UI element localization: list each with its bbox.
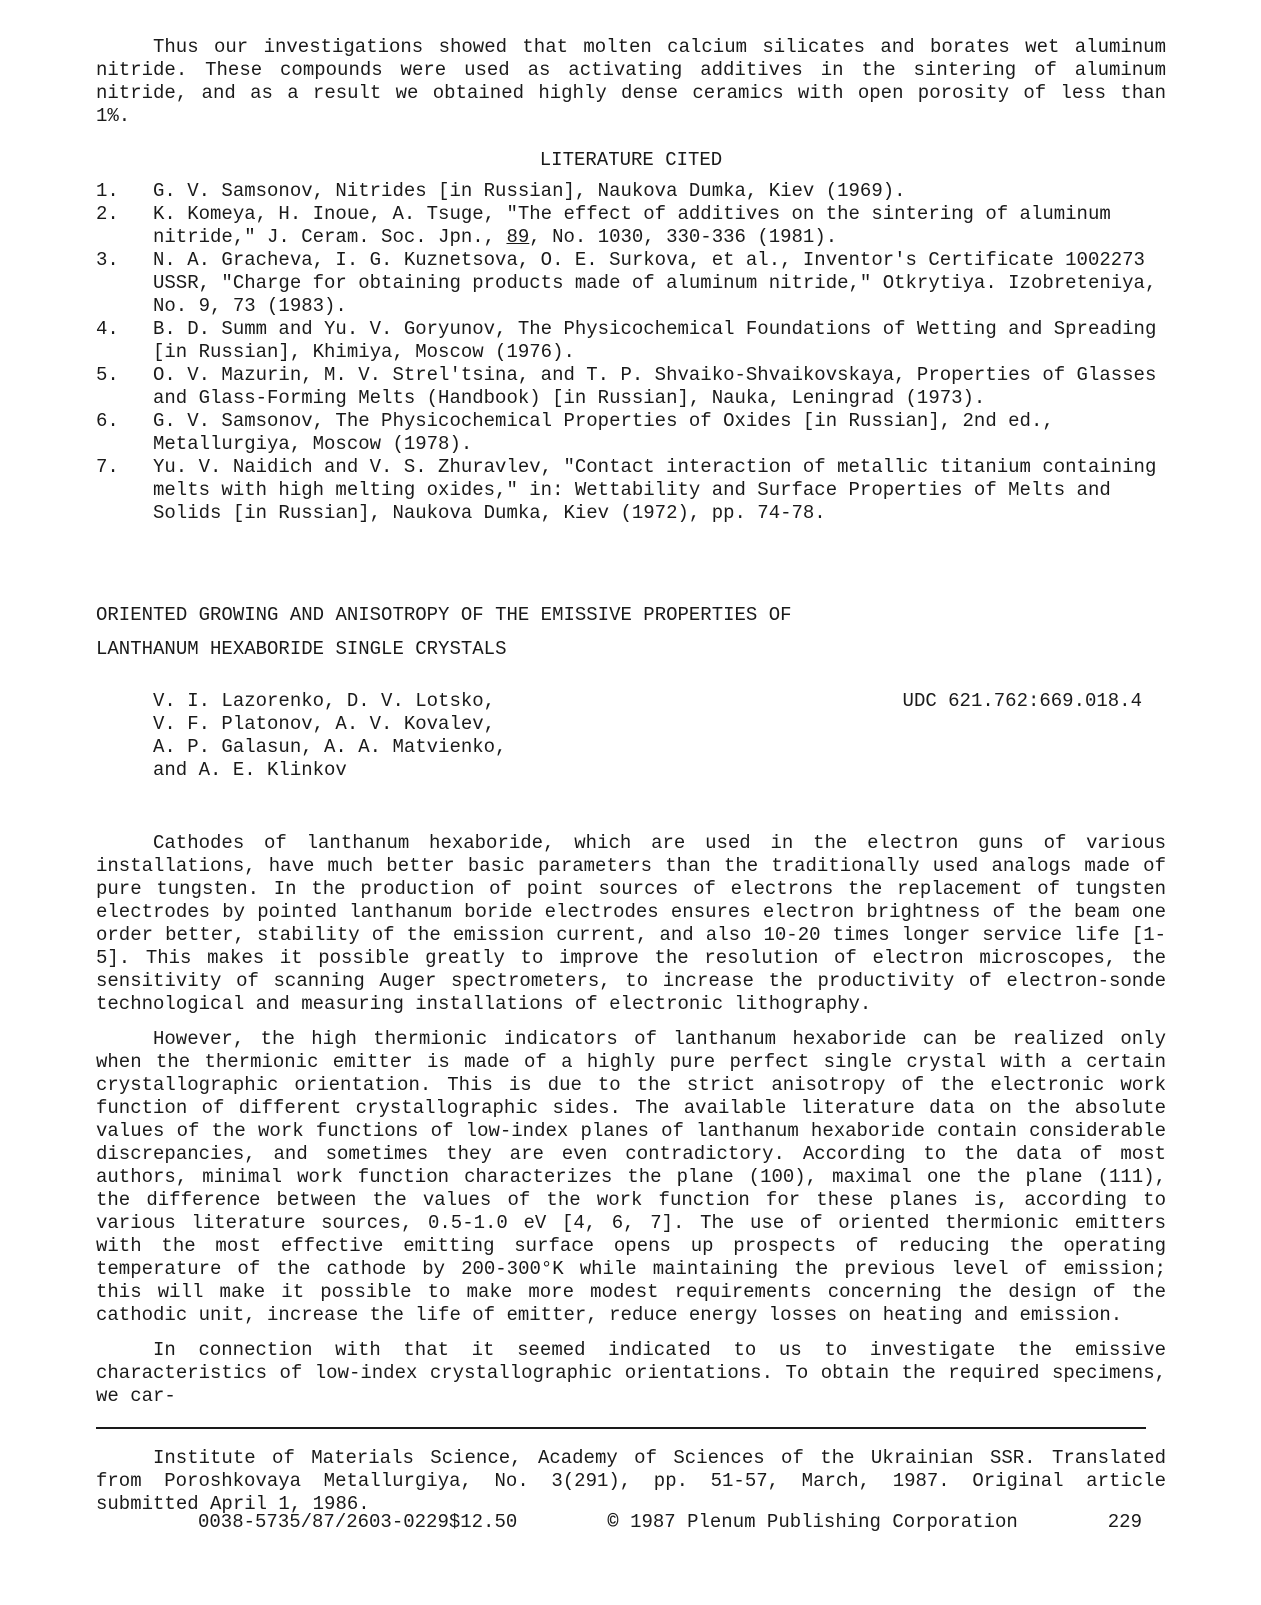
reference-item bbox=[96, 249, 1166, 318]
byline bbox=[96, 690, 1166, 782]
author-list bbox=[96, 690, 506, 782]
article-title-line: LANTHANUM HEXABORIDE SINGLE CRYSTALS bbox=[96, 638, 507, 660]
literature-heading: LITERATURE CITED bbox=[539, 149, 723, 171]
body-paragraph: In connection with that it seemed indicated to us to investigate the emissive characteristics of low-index crystallographic orientations. To obtain the required specimens, we car- bbox=[96, 1339, 1166, 1407]
reference-text: G. V. Samsonov, Nitrides [in Russian], Naukova Dumka, Kiev (1969). bbox=[153, 180, 906, 202]
copyright-text: 1987 Plenum Publishing Corporation bbox=[630, 1511, 1018, 1533]
reference-text: K. Komeya, H. Inoue, A. Tsuge, "The effect of additives on the sintering of aluminum nitride," J. Ceram. Soc. Jpn., bbox=[153, 203, 1111, 248]
reference-number: 6. bbox=[96, 410, 119, 432]
reference-text-tail: , No. 1030, 330-336 (1981). bbox=[529, 226, 838, 248]
reference-number: 1. bbox=[96, 180, 119, 202]
reference-list bbox=[96, 180, 1166, 525]
reference-number: 2. bbox=[96, 203, 119, 225]
reference-item bbox=[96, 203, 1166, 249]
reference-text: O. V. Mazurin, M. V. Strel'tsina, and T. P. Shvaiko-Shvaikovskaya, Properties of Glasses and Glass-Forming Melts (Handbook) [in Russian], Nauka, Leningrad (1973). bbox=[153, 364, 1157, 409]
author-line: V. I. Lazorenko, D. V. Lotsko, bbox=[153, 690, 496, 712]
author-line: and A. E. Klinkov bbox=[153, 759, 347, 781]
page-footer bbox=[198, 1511, 1142, 1534]
udc-code: UDC 621.762:669.018.4 bbox=[902, 690, 1142, 712]
author-line: V. F. Platonov, A. V. Kovalev, bbox=[153, 713, 496, 735]
reference-number: 5. bbox=[96, 364, 119, 386]
page-number: 229 bbox=[1107, 1511, 1142, 1533]
page-content bbox=[96, 36, 1166, 1516]
article-code: 0038-5735/87/2603-0229$12.50 bbox=[198, 1511, 518, 1533]
reference-text: Yu. V. Naidich and V. S. Zhuravlev, "Contact interaction of metallic titanium containing melts with high melting oxides," in: Wettability and Surface Properties of Melts and Solids [in Russian], Naukova Dumka, Kiev (1972), pp. 74-78. bbox=[153, 456, 1157, 524]
reference-item bbox=[96, 180, 1166, 203]
reference-volume: 89 bbox=[506, 226, 530, 248]
intro-paragraph: Thus our investigations showed that molten calcium silicates and borates wet aluminum nitride. These compounds were used as activating additives in the sintering of aluminum nitride, and as a result we obtained highly dense ceramics with open porosity of less than 1%. bbox=[96, 36, 1166, 127]
footnote: Institute of Materials Science, Academy of Sciences of the Ukrainian SSR. Translated from Poroshkovaya Metallurgiya, No. 3(291), pp. 51-57, March, 1987. Original article submitted April 1, 1986. bbox=[96, 1447, 1166, 1515]
reference-text: N. A. Gracheva, I. G. Kuznetsova, O. E. Surkova, et al., Inventor's Certificate 1002273 USSR, "Charge for obtaining products made of aluminum nitride," Otkrytiya. Izobreteniya, No. 9, 73 (1983). bbox=[153, 249, 1157, 317]
reference-number: 4. bbox=[96, 318, 119, 340]
reference-item bbox=[96, 318, 1166, 364]
copyright-notice bbox=[607, 1511, 1017, 1534]
reference-item bbox=[96, 456, 1166, 525]
reference-number: 7. bbox=[96, 456, 119, 478]
reference-text: G. V. Samsonov, The Physicochemical Properties of Oxides [in Russian], 2nd ed., Metallurgiya, Moscow (1978). bbox=[153, 410, 1054, 455]
copyright-icon: © bbox=[607, 1511, 619, 1533]
body-paragraph: Cathodes of lanthanum hexaboride, which are used in the electron guns of various installations, have much better basic parameters than the traditionally used analogs made of pure tungsten. In the production of point sources of electrons the replacement of tungsten electrodes by pointed lanthanum boride electrodes ensures electron brightness of the beam one order better, stability of the emission current, and also 10-20 times longer service life [1-5]. This makes it possible greatly to improve the resolution of electron microscopes, the sensitivity of scanning Auger spectrometers, to increase the productivity of electron-sonde technological and measuring installations of electronic lithography. bbox=[96, 832, 1166, 1015]
reference-item bbox=[96, 364, 1166, 410]
author-line: A. P. Galasun, A. A. Matvienko, bbox=[153, 736, 507, 758]
article-title-line: ORIENTED GROWING AND ANISOTROPY OF THE EMISSIVE PROPERTIES OF bbox=[96, 604, 792, 626]
reference-number: 3. bbox=[96, 249, 119, 271]
reference-text: B. D. Summ and Yu. V. Goryunov, The Physicochemical Foundations of Wetting and Spreading [in Russian], Khimiya, Moscow (1976). bbox=[153, 318, 1157, 363]
body-paragraph: However, the high thermionic indicators of lanthanum hexaboride can be realized only when the thermionic emitter is made of a highly pure perfect single crystal with a certain crystallographic orientation. This is due to the strict anisotropy of the electronic work function of different crystallographic sides. The available literature data on the absolute values of the work functions of low-index planes of lanthanum hexaboride contain considerable discrepancies, and sometimes they are even contradictory. According to the data of most authors, minimal work function characterizes the plane (100), maximal one the plane (111), the difference between the values of the work function for these planes is, according to various literature sources, 0.5-1.0 eV [4, 6, 7]. The use of oriented thermionic emitters with the most effective emitting surface opens up prospects of reducing the operating temperature of the cathode by 200-300°K while maintaining the previous level of emission; this will make it possible to make more modest requirements concerning the design of the cathodic unit, increase the life of emitter, reduce energy losses on heating and emission. bbox=[96, 1028, 1166, 1326]
reference-item bbox=[96, 410, 1166, 456]
footnote-divider bbox=[96, 1427, 1146, 1429]
article-title bbox=[96, 598, 1166, 666]
